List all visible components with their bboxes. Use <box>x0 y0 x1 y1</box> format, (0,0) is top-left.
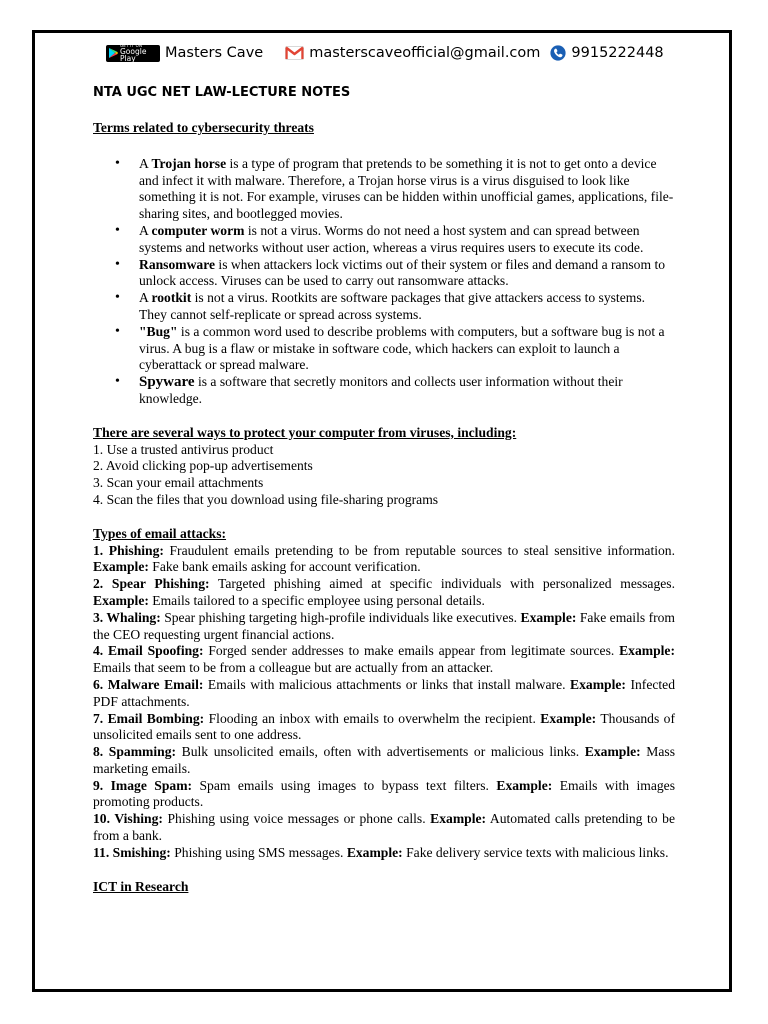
notes-body <box>93 120 675 895</box>
list-item: • A Trojan horse is a type of program that pretends to be something it is not to get onto a device and infect it with malware. Therefore, a Trojan horse virus is a virus disguised to look like something it is not. For example, viruses can be hidden within unofficial games, applications, file-sharing sites, and bootlegged movies. <box>93 156 675 223</box>
list-item: 2. Spear Phishing: Targeted phishing aimed at specific individuals with personalized messages. Example: Emails tailored to a specific employee using personal details. <box>93 576 675 608</box>
list-item: • Spyware is a software that secretly monitors and collects user information without their knowledge. <box>93 374 675 408</box>
list-item: 2. Avoid clicking pop-up advertisements <box>93 458 313 474</box>
term: Trojan horse <box>151 155 227 171</box>
page-header <box>106 42 664 64</box>
section-heading-threats: Terms related to cybersecurity threats <box>93 120 314 135</box>
list-item: • A computer worm is not a virus. Worms do not need a host system and can spread between systems and networks without user action, whereas a virus requires users to execute its code. <box>93 223 675 257</box>
term: "Bug" <box>139 323 178 339</box>
section-heading-ict: ICT in Research <box>93 878 189 894</box>
badge-big-text: Google Play <box>120 46 147 63</box>
list-item: • "Bug" is a common word used to describe problems with computers, but a software bug is not a virus. A bug is a flaw or mistake in software code, which hackers can exploit to launch a cyberattack or spread malware. <box>93 324 675 374</box>
section-heading-protect: There are several ways to protect your computer from viruses, including: <box>93 424 517 440</box>
contact-email: masterscaveofficial@gmail.com <box>309 45 541 61</box>
list-item: 11. Smishing: Phishing using SMS messages. Example: Fake delivery service texts with malicious links. <box>93 844 669 860</box>
list-item: 3. Scan your email attachments <box>93 475 264 491</box>
term: computer worm <box>151 222 245 238</box>
brand-name: Masters Cave <box>165 45 264 61</box>
term: Spyware <box>139 374 195 391</box>
term: rootkit <box>151 290 192 306</box>
google-play-icon <box>109 48 118 58</box>
list-item: 4. Email Spoofing: Forged sender addresses to make emails appear from legitimate sources. Example: Emails that seem to be from a colleague but are actually from an attacker. <box>93 643 675 676</box>
list-item: 7. Email Bombing: Flooding an inbox with emails to overwhelm the recipient. Example: Thousands of unsolicited emails sent to one address. <box>93 710 675 743</box>
list-item: 9. Image Spam: Spam emails using images to bypass text filters. Example: Emails with images promoting products. <box>93 777 675 810</box>
list-item: 10. Vishing: Phishing using voice messages or phone calls. Example: Automated calls pretending to be from a bank. <box>93 811 676 844</box>
badge-small-text: GET IT ON <box>120 42 143 48</box>
list-item: 1. Use a trusted antivirus product <box>93 441 274 457</box>
section-heading-email-attacks: Types of email attacks: <box>93 525 227 541</box>
gmail-icon <box>285 46 304 60</box>
threat-list <box>93 156 675 408</box>
protect-list <box>93 442 675 509</box>
term: Ransomware <box>139 256 216 272</box>
list-item: 6. Malware Email: Emails with malicious attachments or links that install malware. Example: Infected PDF attachments. <box>93 676 676 709</box>
email-attack-list <box>93 543 675 862</box>
list-item: 8. Spamming: Bulk unsolicited emails, often with advertisements or malicious links. Example: Mass marketing emails. <box>93 744 676 776</box>
list-item: 1. Phishing: Fraudulent emails pretending to be from reputable sources to steal sensitive information. Example: Fake bank emails asking for account verification. <box>93 542 676 575</box>
contact-phone: 9915222448 <box>571 45 664 61</box>
phone-icon <box>550 45 566 61</box>
list-item: 3. Whaling: Spear phishing targeting high-profile individuals like executives. Example: Fake emails from the CEO requesting urgent financial actions. <box>93 609 675 642</box>
document-title: NTA UGC NET LAW-LECTURE NOTES <box>93 85 351 100</box>
list-item: • Ransomware is when attackers lock victims out of their system or files and demand a ransom to unlock access. Viruses can be used to carry out ransomware attacks. <box>93 257 675 291</box>
list-item: 4. Scan the files that you download using file-sharing programs <box>93 491 439 507</box>
list-item: • A rootkit is not a virus. Rootkits are software packages that give attackers access to systems. They cannot self-replicate or spread across systems. <box>93 290 675 324</box>
google-play-badge[interactable] <box>106 42 160 63</box>
